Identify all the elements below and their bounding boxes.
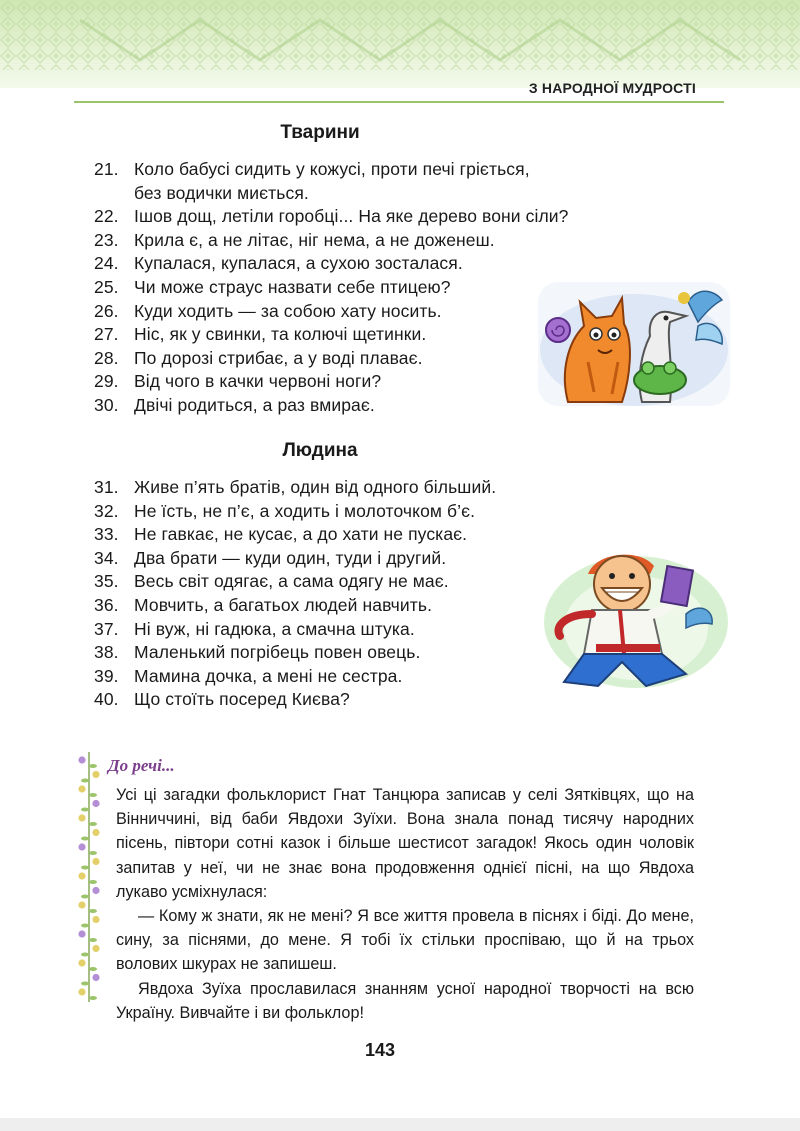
riddle-text: Купалася, купалася, а сухою зосталася. — [134, 253, 463, 274]
by-the-way-paragraph: Явдоха Зуїха прославилася знанням усної народної творчості на всю Україну. Вивчайте і ви фольклор! — [116, 979, 694, 1022]
riddle-number: 38. — [94, 642, 119, 663]
riddle-item — [94, 252, 569, 276]
riddle-item — [94, 205, 569, 229]
riddle-number: 33. — [94, 524, 119, 545]
riddle-item — [94, 323, 569, 347]
riddle-text: Мамина дочка, а мені не сестра. — [134, 665, 403, 686]
by-the-way-title: До речі... — [108, 756, 175, 775]
page-number: 143 — [364, 1040, 396, 1060]
section-title-animals: Тварини — [280, 122, 360, 143]
riddle-number: 34. — [94, 547, 119, 568]
riddle-text: Не їсть, не п’є, а ходить і молоточком б’є. — [134, 500, 476, 521]
riddle-number: 31. — [94, 477, 119, 497]
riddle-item — [94, 394, 569, 418]
riddle-number: 24. — [94, 253, 119, 274]
riddle-list-human — [94, 476, 496, 712]
riddle-item — [94, 500, 496, 524]
riddle-number: 40. — [94, 689, 119, 710]
riddle-item — [94, 229, 569, 253]
bottom-margin — [0, 1118, 800, 1131]
by-the-way-paragraph: — Кому ж знати, як не мені? Я все життя провела в піснях і біді. До мене, сину, за піснями, до мене. Я тобі їх стільки проспіваю, що й на трьох волових шкурах не запишеш. — [116, 907, 694, 974]
section-header: З НАРОДНОЇ МУДРОСТІ — [528, 80, 696, 96]
riddle-text-continued: без водички миється. — [134, 182, 309, 203]
riddle-item — [94, 476, 496, 500]
section-title-human: Людина — [282, 440, 358, 461]
riddle-number: 29. — [94, 371, 119, 392]
riddle-number: 39. — [94, 665, 119, 686]
riddle-number: 32. — [94, 500, 119, 521]
riddle-item — [94, 618, 496, 642]
riddle-text: Ішов дощ, летіли горобці... На яке дерево вони сіли? — [134, 206, 569, 227]
riddle-number: 23. — [94, 229, 119, 250]
embroidery-pattern-icon — [0, 0, 800, 88]
riddle-text: Два брати — куди один, туди і другий. — [134, 547, 447, 568]
riddle-number: 36. — [94, 594, 119, 615]
riddle-text: Маленький погрібець повен овець. — [134, 642, 421, 663]
riddle-text: Мовчить, а багатьох людей навчить. — [134, 594, 433, 615]
riddle-text: Куди ходить — за собою хату носить. — [134, 300, 442, 321]
riddle-item — [94, 523, 496, 547]
riddle-text: По дорозі стрибає, а у воді плаває. — [134, 347, 423, 368]
riddle-number: 30. — [94, 394, 119, 415]
riddle-text: Весь світ одягає, а сама одягу не має. — [134, 571, 449, 592]
riddle-item — [94, 370, 569, 394]
riddle-item — [94, 688, 496, 712]
riddle-item — [94, 547, 496, 571]
riddle-text: Коло бабусі сидить у кожусі, проти печі гріється, — [134, 159, 530, 179]
riddle-number: 27. — [94, 324, 119, 345]
riddle-item — [94, 641, 496, 665]
riddle-number: 25. — [94, 276, 119, 297]
by-the-way-text — [116, 783, 694, 1025]
riddle-text: Ніс, як у свинки, та колючі щетинки. — [134, 324, 427, 345]
riddle-number: 35. — [94, 571, 119, 592]
riddle-text: Крила є, а не літає, ніг нема, а не доженеш. — [134, 229, 495, 250]
riddle-number: 22. — [94, 206, 119, 227]
riddle-item — [94, 347, 569, 371]
riddle-number: 28. — [94, 347, 119, 368]
animals-illustration-icon — [538, 282, 730, 406]
boy-illustration-icon — [536, 544, 732, 692]
riddle-text: Чи може страус назвати себе птицею? — [134, 276, 451, 297]
by-the-way-paragraph: Усі ці загадки фольклорист Гнат Танцюра записав у селі Зятківцях, що на Вінниччині, від баби Явдохи Зуїхи. Вона знала понад тисячу народних пісень, півтори сотні казок і більше шестисот загадок! Якось один чоловік запитав у неї, чи не знає вона продовження однієї пісні, на що Явдоха лукаво усміхнулася: — [116, 786, 694, 901]
riddle-text: Не гавкає, не кусає, а до хати не пускає. — [134, 524, 468, 545]
riddle-text: Від чого в качки червоні ноги? — [134, 371, 382, 392]
riddle-item — [94, 276, 569, 300]
riddle-item — [94, 300, 569, 324]
riddle-number: 26. — [94, 300, 119, 321]
riddle-text: Що стоїть посеред Києва? — [134, 689, 350, 710]
riddle-item — [94, 570, 496, 594]
riddle-text: Ні вуж, ні гадюка, а смачна штука. — [134, 618, 415, 639]
riddle-number: 21. — [94, 159, 119, 179]
riddle-item — [94, 665, 496, 689]
embroidery-banner — [0, 0, 800, 88]
riddle-item — [94, 158, 569, 205]
header-divider — [74, 101, 724, 103]
riddle-list-animals — [94, 158, 569, 418]
riddle-item — [94, 594, 496, 618]
riddle-text: Живе п’ять братів, один від одного більший. — [134, 477, 497, 497]
riddle-text: Двічі родиться, а раз вмирає. — [134, 394, 375, 415]
riddle-number: 37. — [94, 618, 119, 639]
floral-vine-icon — [76, 752, 102, 1002]
